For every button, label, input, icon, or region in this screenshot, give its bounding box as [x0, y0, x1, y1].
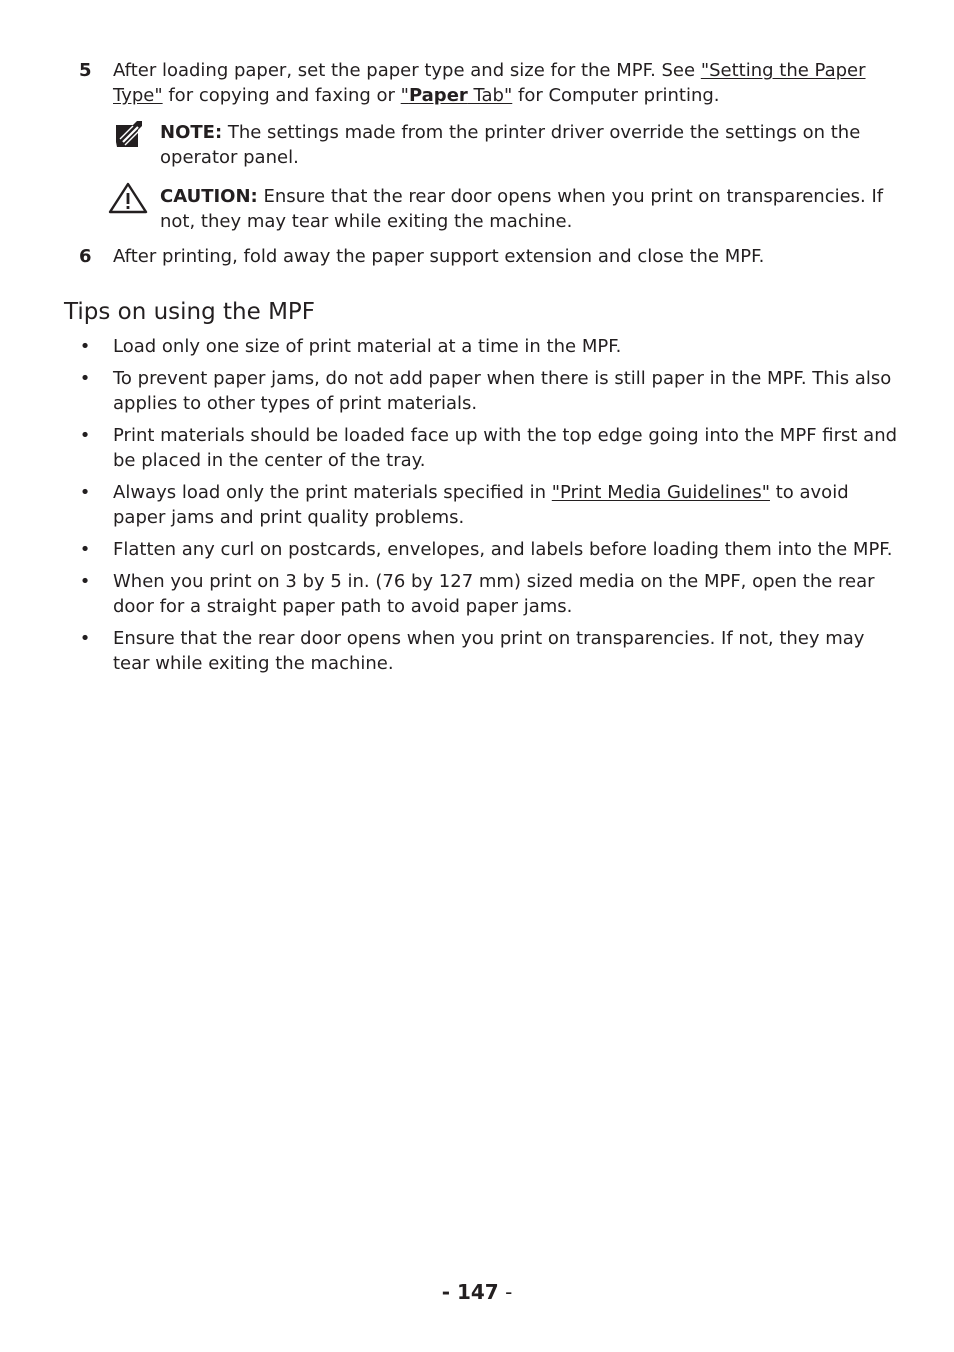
list-item [79, 423, 899, 473]
step-number: 6 [79, 246, 92, 267]
bullet: • [79, 539, 91, 560]
pencil-note-icon [114, 120, 144, 155]
list-item [79, 569, 899, 619]
list-item [79, 334, 899, 359]
section-title: Tips on using the MPF [64, 299, 316, 325]
step-text [113, 58, 899, 108]
bullet: • [79, 368, 91, 389]
note-text [160, 120, 898, 170]
step-5 [79, 58, 899, 108]
bullet: • [79, 628, 91, 649]
warning-triangle-icon [108, 182, 148, 221]
note-callout [108, 120, 898, 170]
caution-text [160, 184, 898, 234]
list-item-text: When you print on 3 by 5 in. (76 by 127 mm) sized media on the MPF, open the rear door for a straight paper path to avoid paper jams. [113, 571, 875, 617]
list-item [79, 626, 899, 676]
list-item-text-segment: to avoid paper jams and print quality problems. [113, 482, 849, 528]
list-item-text: Print materials should be loaded face up with the top edge going into the MPF first and be placed in the center of the tray. [113, 425, 898, 471]
list-item-text: Ensure that the rear door opens when you print on transparencies. If not, they may tear while exiting the machine. [113, 628, 865, 674]
step-text-segment: for copying and faxing or [162, 85, 401, 106]
link-bold-label: Paper [408, 85, 468, 106]
caution-body: Ensure that the rear door opens when you print on transparencies. If not, they may tear while exiting the machine. [160, 186, 884, 232]
bullet: • [79, 336, 91, 357]
page-number [0, 1278, 954, 1306]
link-rest: Tab" [467, 85, 513, 106]
link-paper-tab[interactable] [401, 85, 513, 106]
bullet: • [79, 425, 91, 446]
step-6 [79, 244, 899, 269]
caution-label: CAUTION: [160, 186, 258, 207]
list-item [79, 537, 899, 562]
caution-callout [108, 184, 898, 234]
step-text: After printing, fold away the paper support extension and close the MPF. [113, 246, 765, 267]
list-item-text: To prevent paper jams, do not add paper when there is still paper in the MPF. This also applies to other types of print materials. [113, 368, 892, 414]
link-quote: " [400, 85, 409, 106]
step-number: 5 [79, 60, 92, 81]
list-item-text: Flatten any curl on postcards, envelopes, and labels before loading them into the MPF. [113, 539, 893, 560]
step-text-segment: for Computer printing. [512, 85, 720, 106]
page-number-dash: - [441, 1280, 457, 1304]
bullet: • [79, 482, 91, 503]
bullet: • [79, 571, 91, 592]
step-text-segment: After loading paper, set the paper type and size for the MPF. See [113, 60, 701, 81]
tips-list [79, 334, 899, 683]
link-print-media-guidelines[interactable]: "Print Media Guidelines" [551, 482, 770, 503]
list-item-text: Load only one size of print material at a time in the MPF. [113, 336, 622, 357]
list-item-text-segment: Always load only the print materials specified in [113, 482, 552, 503]
link-setting-the-paper-type[interactable]: "Setting the Paper Type" [113, 60, 866, 106]
list-item [79, 480, 899, 530]
page-number-value: 147 [456, 1280, 499, 1304]
list-item-text [113, 482, 849, 528]
list-item [79, 366, 899, 416]
note-body: The settings made from the printer driver override the settings on the operator panel. [160, 122, 861, 168]
note-label: NOTE: [160, 122, 223, 143]
page-number-dash: - [498, 1280, 513, 1304]
